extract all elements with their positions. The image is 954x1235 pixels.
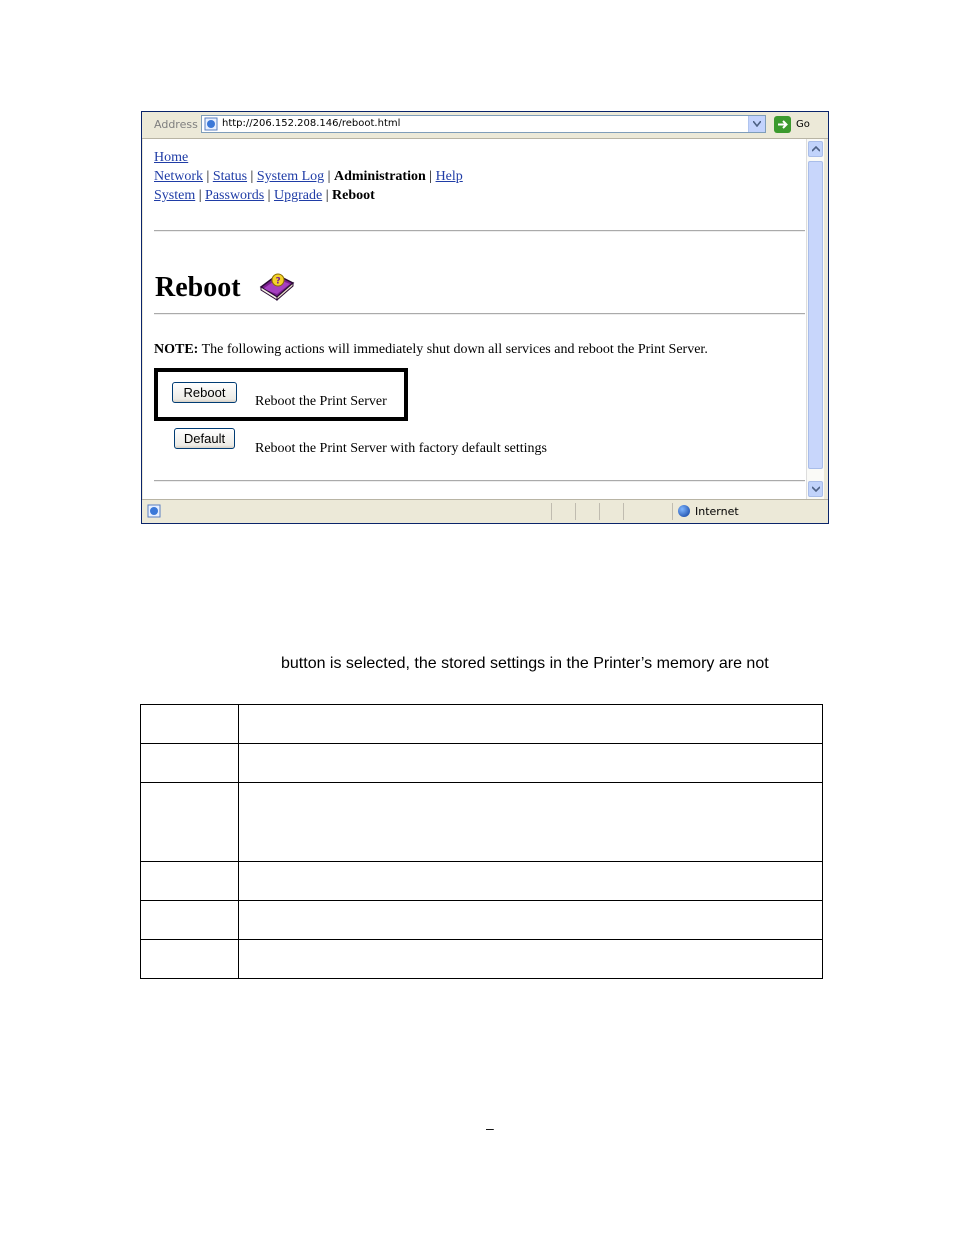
default-description: Reboot the Print Server with factory default settings [255,441,547,456]
nav-row-home [154,148,463,167]
nav-link-status[interactable]: Status [212,169,248,184]
nav-current-administration: Administration [333,169,426,184]
reboot-button[interactable]: Reboot [172,382,237,403]
status-bar [142,499,828,524]
vertical-scrollbar[interactable] [806,139,824,499]
nav-separator: | [327,169,331,184]
table-cell [239,901,823,940]
svg-text:?: ? [275,276,281,287]
divider [154,480,805,482]
nav-link-system-log[interactable]: System Log [256,169,325,184]
table-cell [239,940,823,979]
nav-separator: | [206,169,210,184]
divider [154,313,805,315]
browser-window [141,111,829,524]
table-row [141,940,823,979]
scroll-up-icon[interactable] [808,141,823,157]
note-body: The following actions will immediately shut down all services and reboot the Print Server. [201,342,708,357]
address-input[interactable] [201,115,766,133]
status-divider [599,503,600,520]
nav-link-home[interactable]: Home [154,150,189,165]
reboot-description: Reboot the Print Server [255,394,387,409]
table-row [141,862,823,901]
nav-current-reboot: Reboot [332,188,375,203]
table-cell [141,705,239,744]
go-arrow-icon[interactable] [774,116,791,133]
table-cell [239,862,823,901]
nav-separator: | [267,188,271,203]
page-number: – [486,1120,494,1136]
table-row [141,705,823,744]
page-title: Reboot [155,272,241,303]
settings-table [140,704,823,979]
status-divider [672,503,673,520]
nav-separator: | [325,188,329,203]
status-divider [623,503,624,520]
globe-icon [678,505,690,517]
table-row [141,744,823,783]
table-cell [141,862,239,901]
scroll-down-icon[interactable] [808,481,823,497]
table-cell [239,744,823,783]
nav-row-sections [154,167,463,186]
table-cell [239,705,823,744]
body-paragraph: button is selected, the stored settings in the Printer’s memory are not [281,655,769,672]
divider [154,230,805,232]
table-cell [141,901,239,940]
go-button[interactable]: Go [796,119,810,130]
nav-separator: | [429,169,433,184]
nav-link-network[interactable]: Network [154,169,203,184]
nav-link-passwords[interactable]: Passwords [205,188,265,203]
address-url: http://206.152.208.146/reboot.html [222,118,401,129]
help-book-icon[interactable] [259,269,295,301]
address-bar [142,112,828,139]
breadcrumb [154,148,463,205]
ie-page-icon [147,504,161,518]
nav-separator: | [250,169,254,184]
nav-link-system[interactable]: System [154,188,196,203]
table-cell [141,744,239,783]
table-cell [141,783,239,862]
note-label: NOTE: [154,342,199,357]
table-row [141,783,823,862]
chevron-down-icon[interactable] [748,116,765,132]
nav-row-admin [154,186,463,205]
table-row [141,901,823,940]
table-cell [141,940,239,979]
default-button[interactable]: Default [174,428,235,449]
status-divider [575,503,576,520]
scrollbar-thumb[interactable] [808,161,823,469]
page-viewport [143,139,806,499]
address-label: Address [154,118,198,131]
zone-label: Internet [695,505,739,518]
nav-link-help[interactable]: Help [435,169,463,184]
note-text [154,342,708,358]
ie-page-icon [204,117,218,131]
table-cell [239,783,823,862]
nav-separator: | [198,188,202,203]
nav-link-upgrade[interactable]: Upgrade [273,188,323,203]
status-divider [551,503,552,520]
